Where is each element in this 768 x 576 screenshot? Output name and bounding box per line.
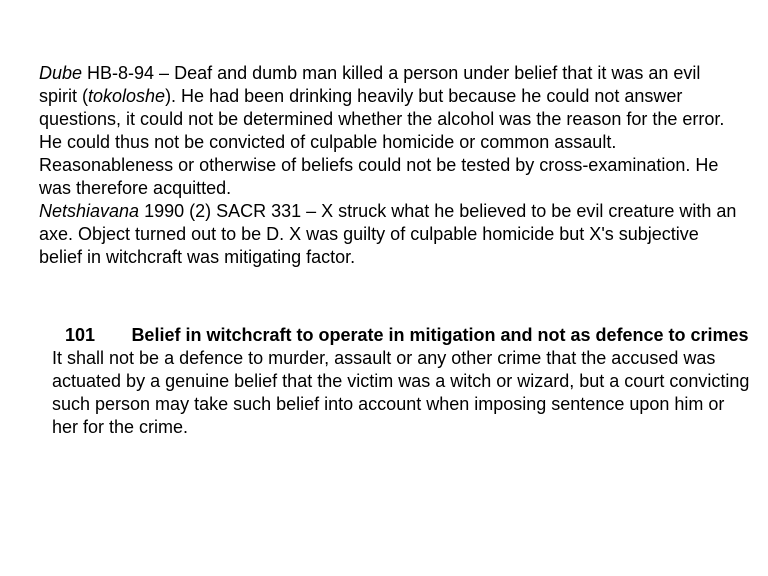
section-number: 101: [65, 325, 96, 345]
section-body: It shall not be a defence to murder, assault or any other crime that the accused was actuated by a genuine belief that the victim was a witch or wizard, but a court convicting such person may take such belief into account when imposing sentence upon him or her for the crime.: [52, 348, 750, 437]
case-dube-italic-term: tokoloshe: [88, 86, 166, 106]
case-dube-text-1: HB-8-94 – Deaf and dumb man killed a person under belief that it was an evil spirit (: [39, 63, 701, 106]
case-notes: [39, 62, 739, 269]
case-netshiavana: [39, 200, 739, 269]
section-title: Belief in witchcraft to operate in mitigation and not as defence to crimes: [131, 325, 749, 345]
case-name-netshiavana: Netshiavana: [39, 201, 140, 221]
case-dube: [39, 62, 739, 200]
case-netshiavana-text: 1990 (2) SACR 331 – X struck what he believed to be evil creature with an axe. Object turned out to be D. X was guilty of culpable homicide but X's subjective belief in witchcraft was mitigating factor.: [39, 201, 737, 267]
case-dube-text-2: ). He had been drinking heavily but because he could not answer questions, it could not be determined whether the alcohol was the reason for the error. He could thus not be convicted of culpable homicide or common assault. Reasonableness or otherwise of beliefs could not be tested by cross-examination. He was therefore acquitted.: [39, 86, 725, 198]
case-name-dube: Dube: [39, 63, 83, 83]
statute-section: [52, 324, 752, 439]
section-heading: [52, 324, 752, 347]
